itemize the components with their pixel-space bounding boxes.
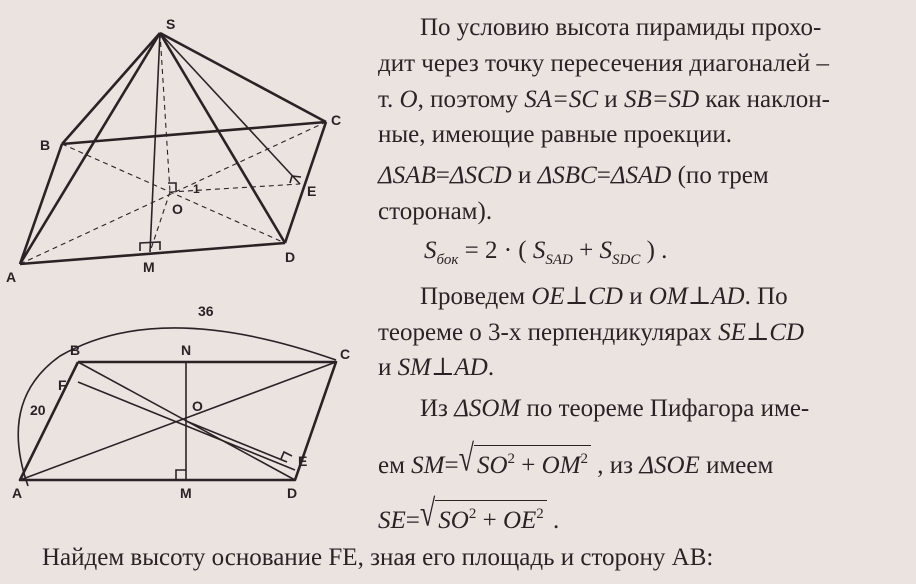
text-line-bottom: Найдем высоту основание FE, зная его площадь и сторону AB:	[42, 544, 714, 571]
pyramid-label-m: M	[143, 259, 155, 275]
pyramid-label-a: A	[6, 269, 17, 285]
base-label-e: E	[298, 453, 308, 469]
base-label-n: N	[181, 342, 192, 358]
pyramid-label-one: 1	[193, 182, 200, 196]
base-label-arc: 36	[198, 303, 214, 319]
base-figure	[12, 303, 350, 501]
text-line-6: сторонам).	[378, 198, 493, 225]
text-line-9: и SM⊥AD.	[378, 354, 495, 381]
base-label-d: D	[287, 485, 298, 501]
base-label-f: F	[58, 377, 67, 393]
base-label-side: 20	[30, 402, 46, 418]
pyramid-label-d: D	[285, 249, 296, 265]
pyramid-label-s: S	[166, 16, 176, 32]
text-line-10: Из ΔSOM по теореме Пифагора име-	[420, 395, 810, 422]
pyramid-label-e: E	[307, 183, 317, 199]
base-label-a: A	[12, 485, 23, 501]
base-label-o: O	[192, 398, 203, 414]
pyramid-label-c: C	[331, 112, 342, 128]
text-line-2: дит через точку пересечения диагоналей –	[378, 50, 830, 77]
text-line-4: ные, имеющие равные проекции.	[378, 121, 732, 148]
text-line-5: ΔSAB=ΔSCD и ΔSBC=ΔSAD (по трем	[378, 162, 769, 189]
formula-sm: ем SM=√ $SO^2 + OM^2$ , из ΔSOE имеем	[378, 438, 774, 480]
pyramid-label-o: O	[172, 201, 183, 217]
base-label-b: B	[70, 342, 81, 358]
text-line-1: По условию высота пирамиды прохо-	[420, 14, 822, 41]
text-line-7: Проведем OE⊥CD и OM⊥AD. По	[420, 283, 788, 310]
pyramid-label-b: B	[40, 137, 51, 153]
base-label-m: M	[180, 485, 192, 501]
formula-se: SE=√ $SO^2 + OE^2$ .	[378, 493, 560, 535]
base-label-c: C	[340, 346, 351, 362]
pyramid-figure	[6, 16, 341, 285]
text-line-8: теореме о 3-х перпендикулярах SE⊥CD	[378, 319, 805, 346]
formula-lateral-area: $S_{бок} = 2$ · ( $S_{SAD} + S_{SDC}$ ) .	[424, 237, 668, 268]
text-line-3: т. O, поэтому SA=SC и SB=SD как наклон-	[378, 86, 830, 113]
